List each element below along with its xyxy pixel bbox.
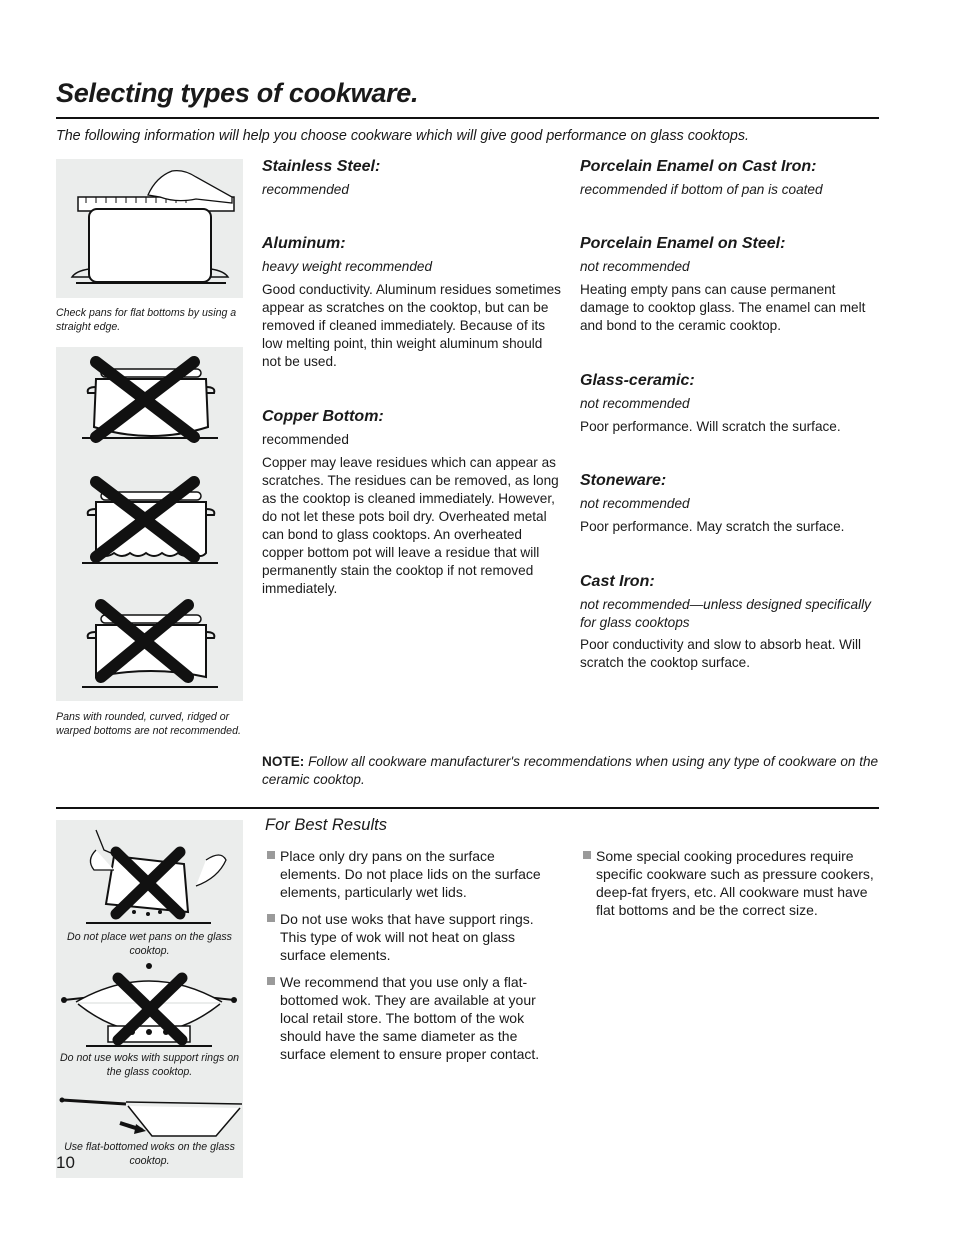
section-rule <box>56 807 879 809</box>
porcelain-iron-section <box>580 156 880 199</box>
bullet-square-icon <box>583 851 591 859</box>
copper-title: Copper Bottom: <box>262 408 384 425</box>
wok-panel <box>56 820 243 1178</box>
aluminum-section <box>262 233 562 371</box>
porcelain-steel-section <box>580 233 880 335</box>
page-title: Selecting types of cookware. <box>56 78 419 108</box>
best-results-right-list <box>581 847 879 928</box>
best-results-title: For Best Results <box>265 816 387 834</box>
porcelain-steel-body: Heating empty pans can cause permanent damage to cooktop glass. The enamel can melt and bond to the ceramic cooktop. <box>580 281 866 333</box>
flat-woks-caption: Use flat-bottomed woks on the glass cooktop. <box>64 1141 235 1167</box>
stoneware-rating: not recommended <box>580 496 690 511</box>
stainless-rating: recommended <box>262 182 349 197</box>
intro-text: The following information will help you choose cookware which will give good performance on glass cooktops. <box>56 128 749 144</box>
flat-bottom-caption: Check pans for flat bottoms by using a straight edge. <box>56 307 237 333</box>
page-number: 10 <box>56 1153 75 1172</box>
porcelain-iron-rating: recommended if bottom of pan is coated <box>580 182 823 197</box>
bad-bottoms-panel <box>56 347 243 701</box>
straight-edge-pan-illustration <box>56 159 243 298</box>
aluminum-rating: heavy weight recommended <box>262 259 433 274</box>
list-item-text: Some special cooking procedures require specific cookware such as pressure cookers, deep-fat fryers, etc. All cookware must have flat bottoms and be the correct size. <box>596 848 874 918</box>
aluminum-body: Good conductivity. Aluminum residues sometimes appear as scratches on the cooktop, but can be removed if cleaned immediately. Because of its low melting point, thin weight aluminum should not be used. <box>262 281 561 369</box>
list-item-text: We recommend that you use only a flat-bottomed wok. They are available at your local retail store. The bottom of the wok should have the same diameter as the surface element to ensure proper contact. <box>280 974 540 1062</box>
copper-body: Copper may leave residues which can appear as scratches. The residues can be removed, as long as the cooktop is cleaned immediately. However, do not let these pots boil dry. Overheated metal can bond to glass cooktops. An overheated copper bottom pot will leave a residue that will permanently stain the cooktop if not removed immediately. <box>262 454 559 596</box>
porcelain-iron-title: Porcelain Enamel on Cast Iron: <box>580 158 817 175</box>
list-item <box>265 973 557 1063</box>
cast-iron-section <box>580 571 880 672</box>
porcelain-steel-rating: not recommended <box>580 259 690 274</box>
support-rings-caption: Do not use woks with support rings on the glass cooktop. <box>59 1052 239 1078</box>
list-item <box>581 847 879 919</box>
cast-iron-body: Poor conductivity and slow to absorb heat. Will scratch the cooktop surface. <box>580 637 862 670</box>
flat-wok-illustration <box>56 820 243 1178</box>
list-item-text: Do not use woks that have support rings. This type of wok will not heat on glass surface elements. <box>280 911 534 963</box>
glass-ceramic-body: Poor performance. Will scratch the surface. <box>580 418 841 434</box>
bad-bottoms-caption: Pans with rounded, curved, ridged or warped bottoms are not recommended. <box>56 711 241 737</box>
rounded-pot-x-illustration <box>56 347 243 701</box>
copper-section <box>262 406 562 598</box>
warped-pot-x-illustration <box>82 605 218 687</box>
note-body: Follow all cookware manufacturer's recommendations when using any type of cookware on the ceramic cooktop. <box>262 754 879 787</box>
glass-ceramic-rating: not recommended <box>580 396 690 411</box>
cast-iron-rating: not recommended—unless designed specifically for glass cooktops <box>580 597 871 630</box>
flat-bottom-panel <box>56 159 243 298</box>
aluminum-title: Aluminum: <box>262 235 346 252</box>
porcelain-steel-title: Porcelain Enamel on Steel: <box>580 235 786 252</box>
bullet-square-icon <box>267 977 275 985</box>
best-results-left-list <box>265 847 557 1072</box>
stoneware-body: Poor performance. May scratch the surface. <box>580 518 845 534</box>
note-text <box>262 753 879 789</box>
stoneware-title: Stoneware: <box>580 472 667 489</box>
list-item <box>265 910 557 964</box>
title-rule <box>56 117 879 119</box>
glass-ceramic-title: Glass-ceramic: <box>580 372 695 389</box>
glass-ceramic-section <box>580 370 880 436</box>
bullet-square-icon <box>267 851 275 859</box>
bullet-square-icon <box>267 914 275 922</box>
wet-pans-caption: Do not place wet pans on the glass cooktop. <box>67 931 232 957</box>
list-item <box>265 847 557 901</box>
copper-rating: recommended <box>262 432 349 447</box>
list-item-text: Place only dry pans on the surface elements. Do not place lids on the surface elements, particularly wet lids. <box>280 848 541 900</box>
cast-iron-title: Cast Iron: <box>580 573 655 590</box>
stainless-section <box>262 156 562 199</box>
stoneware-section <box>580 470 880 536</box>
note-label: NOTE: <box>262 754 305 769</box>
ridged-pot-x-illustration <box>82 482 218 563</box>
stainless-title: Stainless Steel: <box>262 158 381 175</box>
